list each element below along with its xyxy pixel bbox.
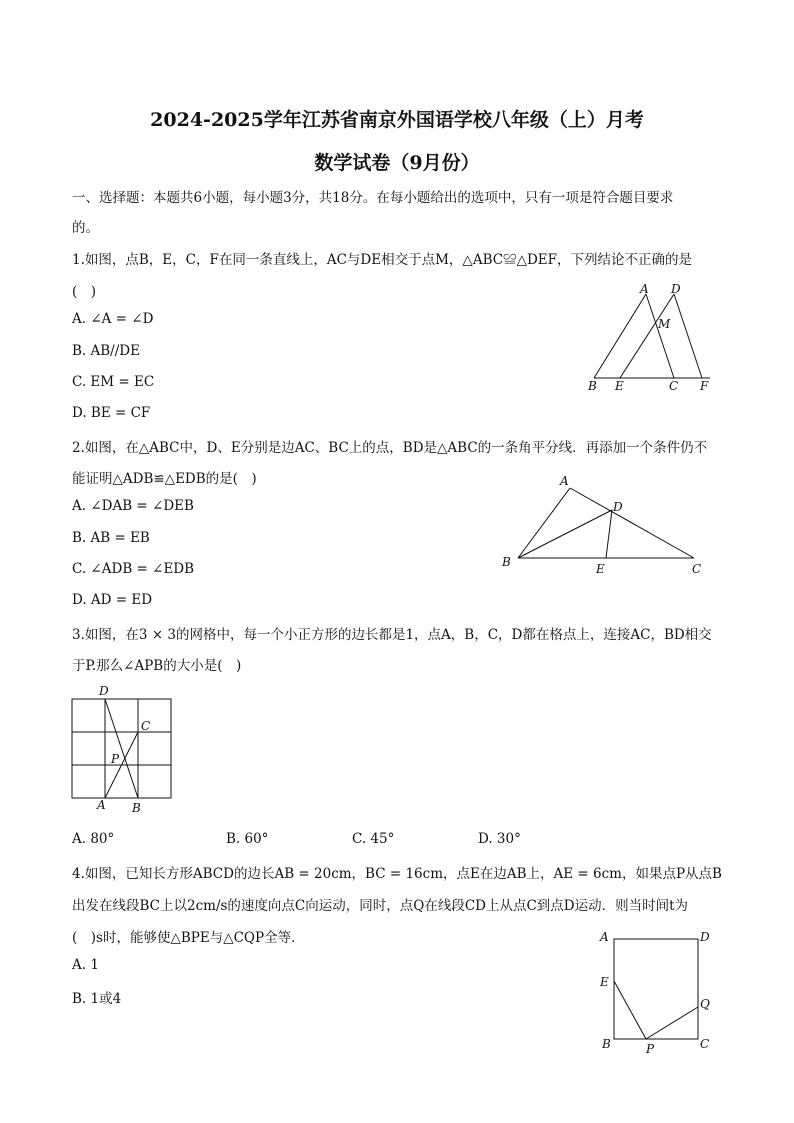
q4-stem: 4.如图，已知长方形ABCD的边长AB = 20cm，BC = 16cm，点E在边AB上，AE = 6cm，如果点P从点B [72,866,722,882]
q3-figure [62,683,192,815]
q3-option-a[interactable]: A. 80° [72,831,115,847]
q1-label-f: F [700,379,709,393]
q4-label-a: A [600,930,609,944]
q1-label-a: A [640,282,649,296]
q2-label-a: A [560,474,569,488]
q4-stem-cont: 出发在线段BC上以2cm/s的速度向点C向运动，同时，点Q在线段CD上从点C到点D运动．则当时间t为 [72,898,689,914]
q1-option-a[interactable]: A. ∠A = ∠D [72,311,154,327]
q4-label-d: D [700,930,710,944]
title-line-1: 2024-2025学年江苏省南京外国语学校八年级（上）月考 [150,109,644,131]
q2-option-d[interactable]: D. AD = ED [72,592,153,608]
q4-stem-cont-2: ( )s时，能够使△BPE与△CQP全等． [72,930,305,946]
q1-option-d[interactable]: D. BE = CF [72,405,151,421]
q2-label-b: B [502,555,511,569]
q2-label-e: E [596,562,605,576]
q2-option-c[interactable]: C. ∠ADB = ∠EDB [72,561,195,577]
q4-option-b[interactable]: B. 1或4 [72,991,122,1007]
q2-option-b[interactable]: B. AB = EB [72,530,150,546]
q1-label-c: C [669,379,679,393]
q3-label-a: A [97,798,106,812]
q4-label-p: P [646,1042,655,1056]
q2-figure [496,470,716,578]
q1-figure [580,282,720,394]
q3-stem: 3.如图，在3 × 3的网格中，每一个小正方形的边长都是1，点A，B，C，D都在格点上，连接AC，BD相交 [72,627,712,643]
q4-option-a[interactable]: A. 1 [72,957,99,973]
q3-option-d[interactable]: D. 30° [478,831,521,847]
q1-option-b[interactable]: B. AB//DE [72,343,140,359]
q4-figure [594,924,720,1060]
q2-stem: 2.如图，在△ABC中，D、E分别是边AC、BC上的点，BD是△ABC的一条角平分线．再添加一个条件仍不 [72,440,708,456]
q3-label-b: B [132,801,141,815]
q3-label-c: C [141,719,151,733]
q3-option-c[interactable]: C. 45° [352,831,395,847]
q4-label-e: E [600,975,609,989]
q1-label-b: B [588,379,597,393]
q4-label-b: B [602,1037,611,1051]
q4-label-q: Q [700,997,710,1011]
q1-label-e: E [615,379,624,393]
q2-label-d: D [613,500,623,514]
q2-stem-cont: 能证明△ADB≌△EDB的是( ) [72,471,257,487]
q1-option-c[interactable]: C. EM = EC [72,374,155,390]
q3-label-d: D [99,684,109,698]
section-instructions-cont: 的。 [72,220,99,236]
title-line-2: 数学试卷（9月份） [314,152,480,174]
q2-label-c: C [692,562,702,576]
q1-stem-cont: ( ) [72,284,97,300]
q3-option-b[interactable]: B. 60° [226,831,269,847]
q3-label-p: P [111,752,120,766]
q1-stem: 1.如图，点B，E，C，F在同一条直线上，AC与DE相交于点M，△ABC≌△DEF，下列结论不正确的是 [72,252,692,268]
q1-label-m: M [658,317,671,331]
q1-label-d: D [671,282,681,296]
q4-label-c: C [700,1037,710,1051]
q2-option-a[interactable]: A. ∠DAB = ∠DEB [72,498,194,514]
section-instructions: 一、选择题：本题共6小题，每小题3分，共18分。在每小题给出的选项中，只有一项是符合题目要求 [72,190,674,206]
q3-stem-cont: 于P.那么∠APB的大小是( ) [72,658,242,674]
